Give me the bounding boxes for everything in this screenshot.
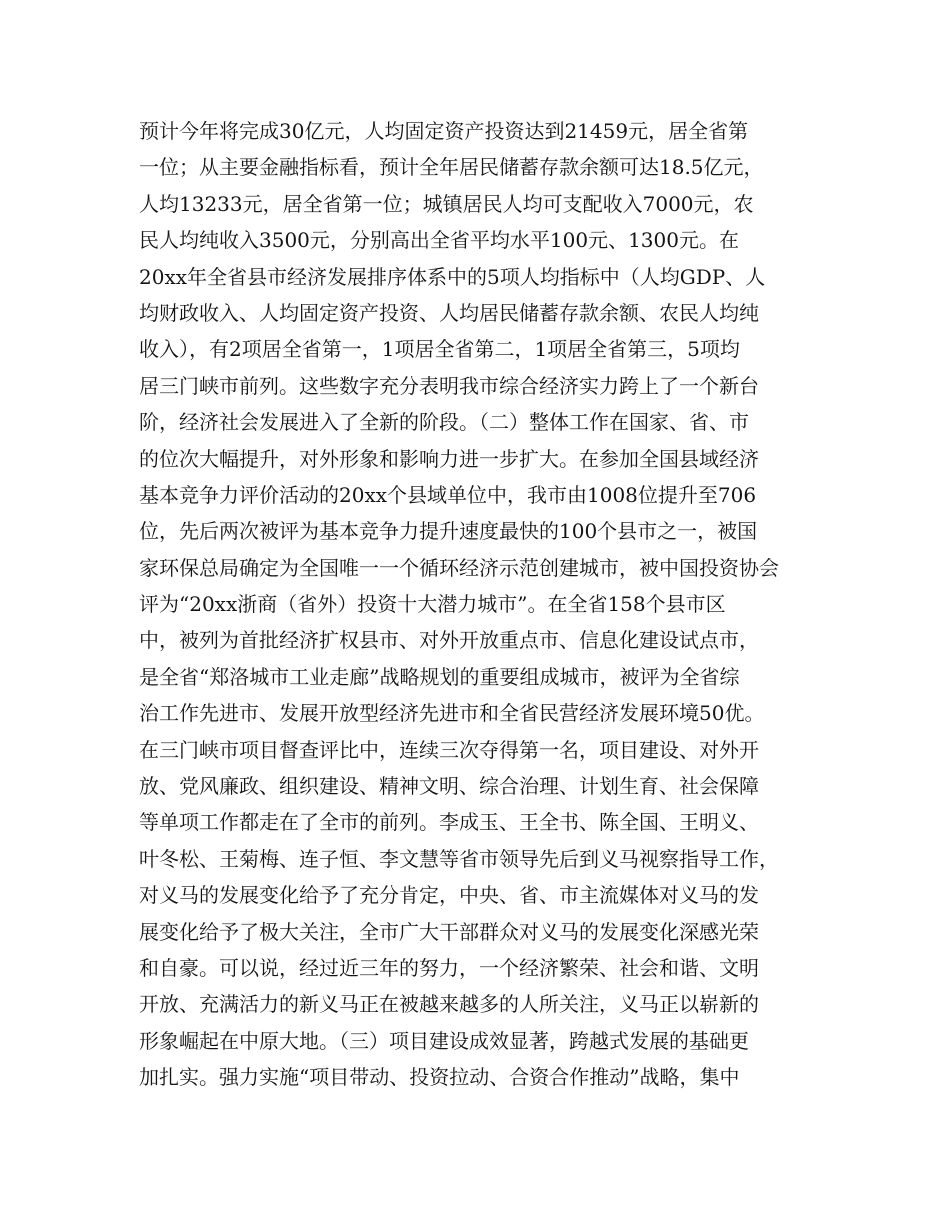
text-line: 放、党风廉政、组织建设、精神文明、综合治理、计划生育、社会保障 bbox=[139, 774, 759, 799]
text-line: 位，先后两次被评为基本竞争力提升速度最快的100个县市之一，被国 bbox=[139, 519, 758, 544]
text-line: 20xx年全省县市经济发展排序体系中的5项人均指标中（人均GDP、人 bbox=[139, 264, 766, 289]
text-line: 的位次大幅提升，对外形象和影响力进一步扩大。在参加全国县域经济 bbox=[139, 446, 759, 471]
text-line: 人均13233元，居全省第一位；城镇居民人均可支配收入7000元，农 bbox=[139, 191, 754, 216]
text-line: 等单项工作都走在了全市的前列。李成玉、王全书、陈全国、王明义、 bbox=[139, 810, 759, 835]
text-line: 基本竞争力评价活动的20xx个县域单位中，我市由1008位提升至706 bbox=[139, 482, 757, 507]
text-line: 一位；从主要金融指标看，预计全年居民储蓄存款余额可达18.5亿元， bbox=[139, 155, 764, 180]
text-line: 评为“20xx浙商（省外）投资十大潜力城市”。在全省158个县市区 bbox=[139, 592, 726, 617]
body-text bbox=[139, 113, 829, 1096]
text-line: 家环保总局确定为全国唯一一个循环经济示范创建城市，被中国投资协会 bbox=[139, 555, 779, 580]
text-line: 居三门峡市前列。这些数字充分表明我市综合经济实力跨上了一个新台 bbox=[139, 373, 759, 398]
text-line: 收入），有2项居全省第一，1项居全省第二，1项居全省第三，5项均 bbox=[139, 337, 740, 362]
text-line: 和自豪。可以说，经过近三年的努力，一个经济繁荣、社会和谐、文明 bbox=[139, 955, 759, 980]
text-line: 加扎实。强力实施“项目带动、投资拉动、合资合作推动”战略，集中 bbox=[139, 1065, 740, 1090]
text-line: 对义马的发展变化给予了充分肯定，中央、省、市主流媒体对义马的发 bbox=[139, 883, 759, 908]
text-line: 阶，经济社会发展进入了全新的阶段。（二）整体工作在国家、省、市 bbox=[139, 410, 749, 435]
text-line: 叶冬松、王菊梅、连子恒、李文慧等省市领导先后到义马视察指导工作， bbox=[139, 846, 779, 871]
text-line: 展变化给予了极大关注，全市广大干部群众对义马的发展变化深感光荣 bbox=[139, 919, 759, 944]
text-line: 在三门峡市项目督查评比中，连续三次夺得第一名，项目建设、对外开 bbox=[139, 737, 759, 762]
text-line: 民人均纯收入3500元，分别高出全省平均水平100元、1300元。在 bbox=[139, 228, 739, 253]
text-line: 开放、充满活力的新义马正在被越来越多的人所关注，义马正以崭新的 bbox=[139, 992, 759, 1017]
text-line: 形象崛起在中原大地。（三）项目建设成效显著，跨越式发展的基础更 bbox=[139, 1028, 749, 1053]
text-line: 是全省“郑洛城市工业走廊”战略规划的重要组成城市，被评为全省综 bbox=[139, 664, 740, 689]
text-line: 均财政收入、人均固定资产投资、人均居民储蓄存款余额、农民人均纯 bbox=[139, 300, 759, 325]
text-line: 治工作先进市、发展开放型经济先进市和全省民营经济发展环境50优。 bbox=[139, 701, 765, 726]
text-line: 预计今年将完成30亿元，人均固定资产投资达到21459元，居全省第 bbox=[139, 119, 749, 143]
text-line: 中，被列为首批经济扩权县市、对外开放重点市、信息化建设试点市， bbox=[139, 628, 759, 653]
